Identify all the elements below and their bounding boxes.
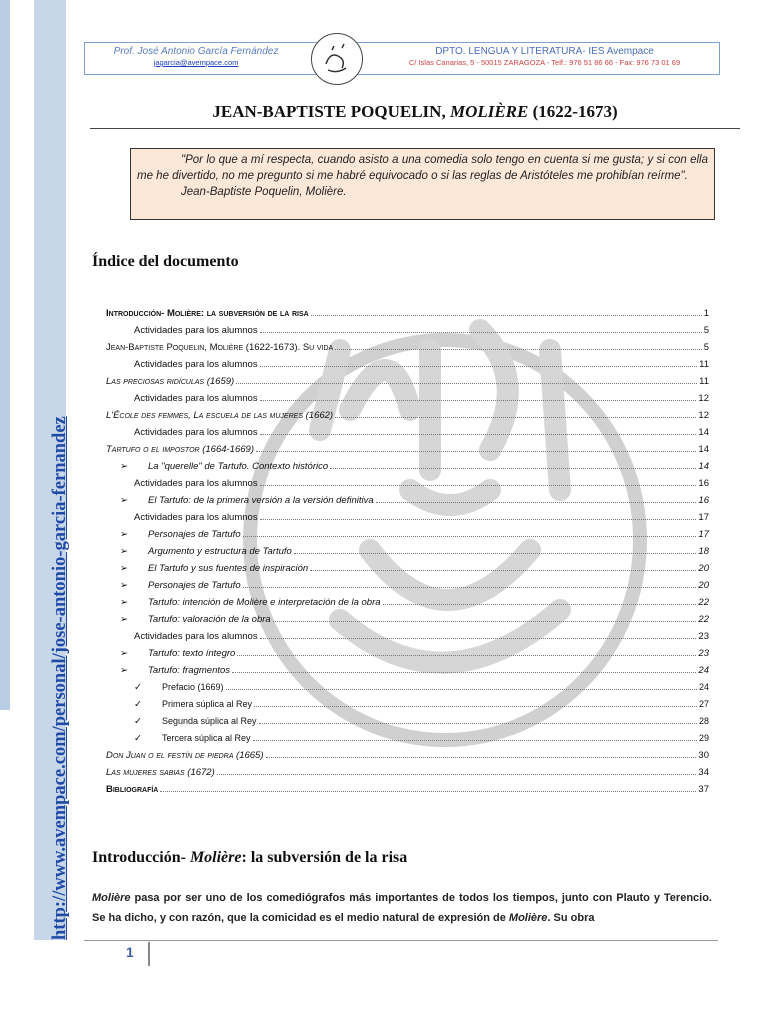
toc-page: 14 xyxy=(698,427,709,438)
toc-label: Jean-Baptiste Poquelin, Molière (1622-1673). Su vida xyxy=(106,342,334,353)
toc-label: Actividades para los alumnos xyxy=(134,512,258,523)
toc-leader xyxy=(254,706,697,707)
toc-page: 17 xyxy=(698,512,709,523)
header-author: Prof. José Antonio García Fernández xyxy=(113,46,279,57)
toc-label: Tartufo: valoración de la obra xyxy=(148,614,271,625)
toc-leader xyxy=(236,383,697,384)
toc-label: Segunda súplica al Rey xyxy=(162,716,257,726)
toc-page: 28 xyxy=(698,716,709,726)
toc-label: Actividades para los alumnos xyxy=(134,478,258,489)
toc-page: 12 xyxy=(698,393,709,404)
toc-page: 30 xyxy=(698,750,709,761)
title-dates: (1622-1673) xyxy=(528,102,618,121)
toc-entry[interactable] xyxy=(148,648,709,659)
toc-entry[interactable] xyxy=(148,614,709,625)
toc-page: 14 xyxy=(698,444,709,455)
toc-page: 12 xyxy=(698,410,709,421)
toc-leader xyxy=(260,366,698,367)
arrow-bullet-icon: ➢ xyxy=(120,665,128,676)
quote-author-prefix: Jean-Baptiste Poquelin, xyxy=(181,186,306,198)
toc-page: 5 xyxy=(703,325,709,336)
toc-label: Tercera súplica al Rey xyxy=(162,733,251,743)
toc-entry[interactable] xyxy=(148,529,709,540)
toc-label: Tartufo: texto íntegro xyxy=(148,648,236,659)
toc-page: 5 xyxy=(703,342,709,353)
toc-entry[interactable] xyxy=(134,325,709,336)
toc-label: El Tartufo: de la primera versión a la versión definitiva xyxy=(148,495,374,506)
arrow-bullet-icon: ➢ xyxy=(120,461,128,472)
toc-page: 14 xyxy=(698,461,709,472)
check-bullet-icon: ✓ xyxy=(134,733,142,744)
toc-entry[interactable] xyxy=(148,563,709,574)
quote-author-name: Molière. xyxy=(305,186,347,198)
toc-entry[interactable] xyxy=(148,580,709,591)
left-edge-strip xyxy=(0,0,10,710)
toc-page: 11 xyxy=(699,376,709,387)
toc-entry[interactable] xyxy=(162,733,709,743)
toc-label: El Tartufo y sus fuentes de inspiración xyxy=(148,563,309,574)
toc-label: L'École des femmes, La escuela de las mujeres (1662) xyxy=(106,410,334,421)
arrow-bullet-icon: ➢ xyxy=(120,529,128,540)
toc-entry[interactable] xyxy=(106,308,709,319)
toc-page: 37 xyxy=(698,784,709,795)
section-heading xyxy=(92,849,407,867)
arrow-bullet-icon: ➢ xyxy=(120,597,128,608)
toc-leader xyxy=(232,672,696,673)
page-number-bar xyxy=(148,942,150,966)
toc-leader xyxy=(376,502,697,503)
toc-label: Prefacio (1669) xyxy=(162,682,224,692)
check-bullet-icon: ✓ xyxy=(134,716,142,727)
header-address: C/ Islas Canarias, 5 - 50015 ZARAGOZA - Telf.: 976 51 86 66 - Fax: 976 73 01 69 xyxy=(408,58,681,67)
toc-leader xyxy=(335,349,701,350)
toc-leader xyxy=(260,332,702,333)
toc-leader xyxy=(335,417,696,418)
toc-page: 34 xyxy=(698,767,709,778)
side-url-link[interactable]: http://www.avempace.com/personal/jose-antonio-garcia-fernandez xyxy=(50,416,70,940)
toc-leader xyxy=(243,536,697,537)
toc-leader xyxy=(253,740,697,741)
toc-page: 20 xyxy=(698,563,709,574)
page-number: 1 xyxy=(126,944,134,960)
toc-label: Las preciosas ridículas (1659) xyxy=(106,376,235,387)
quote-author xyxy=(181,184,708,200)
toc-entry[interactable] xyxy=(106,342,709,353)
toc-entry[interactable] xyxy=(106,750,709,761)
toc-entry[interactable] xyxy=(148,665,709,676)
document-header xyxy=(84,42,720,75)
toc-page: 23 xyxy=(698,631,709,642)
toc-leader xyxy=(311,315,702,316)
toc-page: 23 xyxy=(698,648,709,659)
toc-leader xyxy=(160,791,696,792)
toc-entry[interactable] xyxy=(106,410,709,421)
toc-leader xyxy=(260,519,697,520)
toc-leader xyxy=(260,434,697,435)
arrow-bullet-icon: ➢ xyxy=(120,546,128,557)
toc-label: Actividades para los alumnos xyxy=(134,427,258,438)
footer-divider xyxy=(84,940,718,941)
toc-leader xyxy=(273,621,697,622)
toc-page: 16 xyxy=(698,478,709,489)
toc-leader xyxy=(294,553,697,554)
toc-entry[interactable] xyxy=(148,597,709,608)
toc-entry[interactable] xyxy=(134,427,709,438)
toc-label: Actividades para los alumnos xyxy=(134,393,258,404)
document-title xyxy=(90,102,740,122)
body-name-1: Molière xyxy=(92,892,131,904)
arrow-bullet-icon: ➢ xyxy=(120,495,128,506)
title-divider xyxy=(90,128,740,129)
check-bullet-icon: ✓ xyxy=(134,682,142,693)
school-logo-icon xyxy=(311,33,363,85)
toc-leader xyxy=(256,451,696,452)
check-bullet-icon: ✓ xyxy=(134,699,142,710)
arrow-bullet-icon: ➢ xyxy=(120,580,128,591)
toc-label: Primera súplica al Rey xyxy=(162,699,253,709)
toc-leader xyxy=(217,774,697,775)
toc-leader xyxy=(310,570,696,571)
toc-entry[interactable] xyxy=(134,478,709,489)
toc-page: 24 xyxy=(698,682,709,692)
toc-label: La "querelle" de Tartufo. Contexto histórico xyxy=(148,461,329,472)
toc-leader xyxy=(383,604,697,605)
index-title: Índice del documento xyxy=(92,253,239,270)
body-paragraph xyxy=(92,888,712,928)
toc-page: 24 xyxy=(698,665,709,676)
arrow-bullet-icon: ➢ xyxy=(120,563,128,574)
body-text-1: pasa por ser uno de los comediógrafos más importantes de todos los tiempos, junto con Plauto y Terencio. Se ha dicho, y con razón, que la comicidad es el medio natural de expresión de xyxy=(92,892,712,924)
toc-entry[interactable] xyxy=(134,393,709,404)
toc-label: Bibliografía xyxy=(106,784,159,795)
toc-leader xyxy=(259,723,697,724)
toc-label: Tartufo: fragmentos xyxy=(148,665,231,676)
toc-label: Don Juan o el festín de piedra (1665) xyxy=(106,750,264,761)
toc-page: 11 xyxy=(699,359,709,370)
toc-leader xyxy=(260,400,697,401)
toc-page: 16 xyxy=(698,495,709,506)
toc-leader xyxy=(330,468,696,469)
toc-page: 17 xyxy=(698,529,709,540)
toc-leader xyxy=(260,638,697,639)
toc-entry[interactable] xyxy=(134,512,709,523)
quote-box xyxy=(130,148,715,220)
toc-label: Actividades para los alumnos xyxy=(134,359,258,370)
header-author-block xyxy=(85,43,307,74)
toc-entry[interactable] xyxy=(162,682,709,692)
toc-leader xyxy=(266,757,697,758)
header-email-link[interactable]: jagarcia@avempace.com xyxy=(153,58,239,67)
toc-label: Personajes de Tartufo xyxy=(148,580,241,591)
section-suffix: : la subversión de la risa xyxy=(241,849,408,866)
body-name-2: Molière xyxy=(508,912,548,924)
arrow-bullet-icon: ➢ xyxy=(120,648,128,659)
toc-leader xyxy=(243,587,697,588)
toc-entry[interactable] xyxy=(106,444,709,455)
toc-leader xyxy=(226,689,697,690)
toc-page: 27 xyxy=(698,699,709,709)
toc-leader xyxy=(237,655,696,656)
toc-label: Personajes de Tartufo xyxy=(148,529,241,540)
toc-entry[interactable] xyxy=(134,631,709,642)
toc-page: 1 xyxy=(703,308,709,319)
toc-entry[interactable] xyxy=(148,495,709,506)
toc-entry[interactable] xyxy=(162,699,709,709)
toc-entry[interactable] xyxy=(148,461,709,472)
toc-label: Actividades para los alumnos xyxy=(134,631,258,642)
toc-entry[interactable] xyxy=(106,376,709,387)
toc-page: 29 xyxy=(698,733,709,743)
toc-label: Tartufo: intención de Molière e interpretación de la obra xyxy=(148,597,381,608)
body-text-2: . Su obra xyxy=(547,912,595,924)
toc-entry[interactable] xyxy=(148,546,709,557)
toc-label: Las mujeres sabias (1672) xyxy=(106,767,215,778)
toc-entry[interactable] xyxy=(106,767,709,778)
toc-label: Argumento y estructura de Tartufo xyxy=(148,546,292,557)
toc-page: 22 xyxy=(698,614,709,625)
toc-entry[interactable] xyxy=(162,716,709,726)
toc-entry[interactable] xyxy=(134,359,709,370)
toc-label: Introducción- Molière: la subversión de la risa xyxy=(106,308,309,319)
header-dept: DPTO. LENGUA Y LITERATURA- IES Avempace xyxy=(435,46,654,57)
toc-page: 20 xyxy=(698,580,709,591)
toc-label: Actividades para los alumnos xyxy=(134,325,258,336)
arrow-bullet-icon: ➢ xyxy=(120,614,128,625)
section-name: Molière xyxy=(189,849,242,866)
header-dept-block xyxy=(370,43,719,74)
toc-label: Tartufo o el impostor (1664-1669) xyxy=(106,444,254,455)
toc-leader xyxy=(260,485,697,486)
toc-page: 22 xyxy=(698,597,709,608)
toc-page: 18 xyxy=(698,546,709,557)
quote-text: "Por lo que a mí respecta, cuando asisto a una comedia solo tengo en cuenta si me gusta; y si con ella me he divertido, no me pregunto si me habré equivocado o si las reglas de Aristóteles me prohibían reírme". xyxy=(137,154,708,182)
section-prefix: Introducción- xyxy=(92,849,190,866)
title-prefix: JEAN-BAPTISTE POQUELIN, xyxy=(212,102,450,121)
toc-entry[interactable] xyxy=(106,784,709,795)
title-name: MOLIÈRE xyxy=(449,102,529,121)
